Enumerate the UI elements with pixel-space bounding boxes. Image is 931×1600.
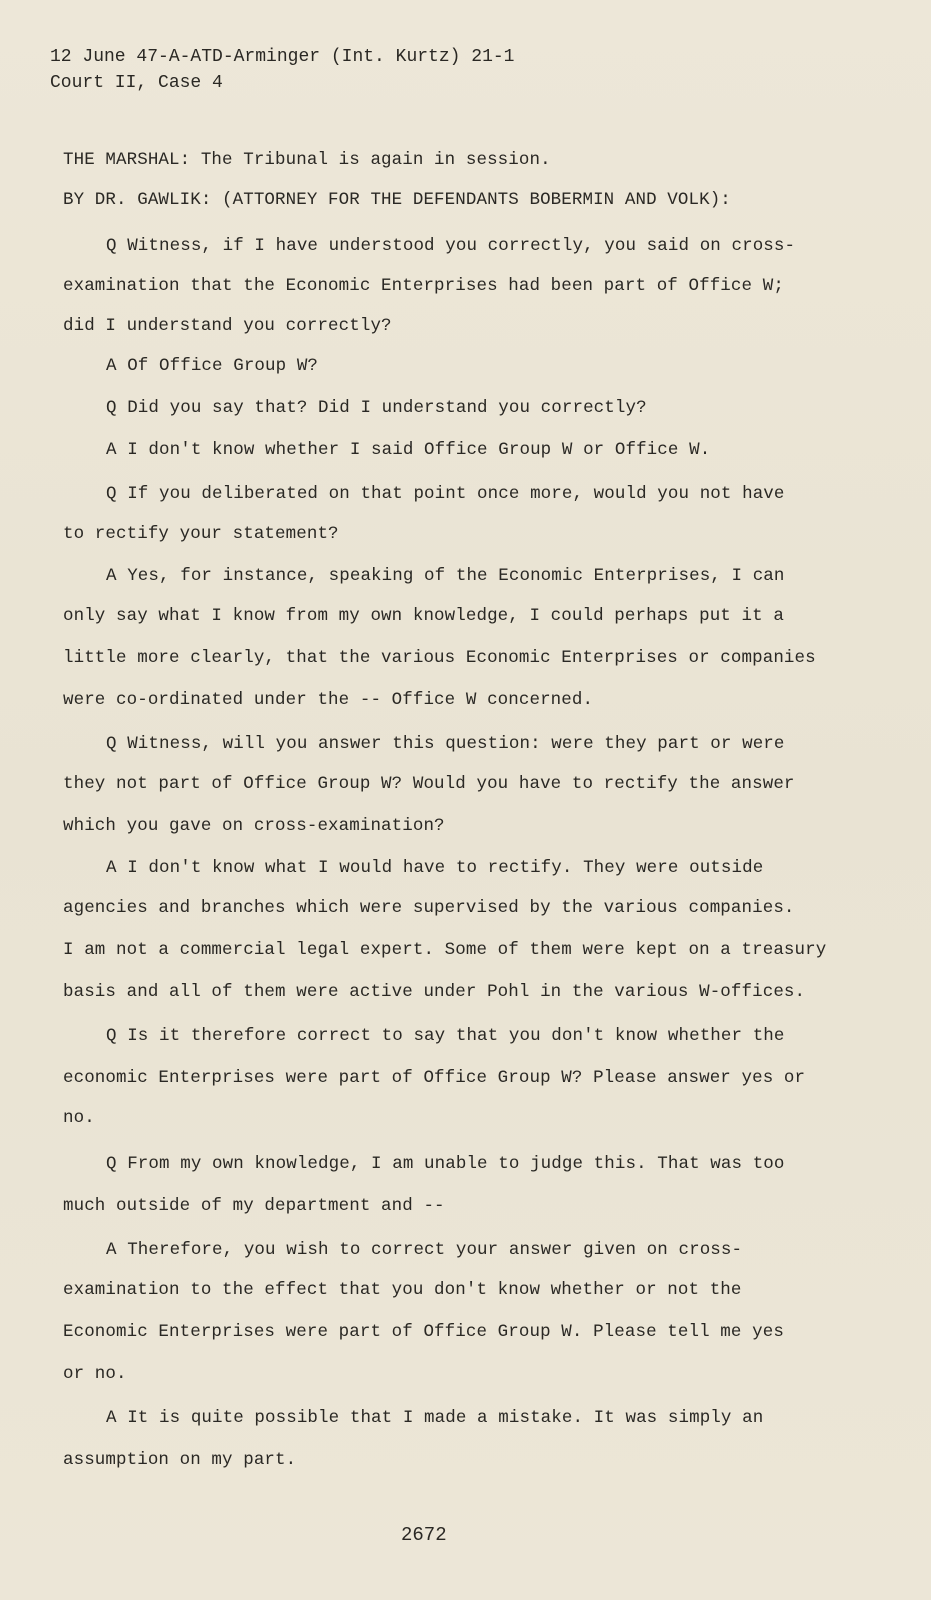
transcript-line: Economic Enterprises were part of Office Group W. Please tell me yes bbox=[63, 1322, 784, 1342]
transcript-line: much outside of my department and -- bbox=[63, 1196, 445, 1216]
transcript-line: A It is quite possible that I made a mistake. It was simply an bbox=[106, 1408, 764, 1428]
transcript-line: Q Is it therefore correct to say that you don't know whether the bbox=[106, 1026, 785, 1046]
transcript-line: A I don't know whether I said Office Group W or Office W. bbox=[106, 440, 711, 460]
transcript-line: did I understand you correctly? bbox=[63, 316, 392, 336]
transcript-line: Q Did you say that? Did I understand you correctly? bbox=[106, 398, 647, 418]
transcript-line: examination that the Economic Enterprises had been part of Office W; bbox=[63, 276, 784, 296]
transcript-line: economic Enterprises were part of Office Group W? Please answer yes or bbox=[63, 1068, 806, 1088]
header-line-2: Court II, Case 4 bbox=[50, 73, 223, 93]
document-header bbox=[50, 44, 514, 96]
transcript-line: were co-ordinated under the -- Office W concerned. bbox=[63, 690, 594, 710]
transcript-line: A Therefore, you wish to correct your answer given on cross- bbox=[106, 1240, 743, 1260]
transcript-line: only say what I know from my own knowledge, I could perhaps put it a bbox=[63, 606, 784, 626]
transcript-line: Q From my own knowledge, I am unable to judge this. That was too bbox=[106, 1154, 785, 1174]
transcript-line: BY DR. GAWLIK: (ATTORNEY FOR THE DEFENDANTS BOBERMIN AND VOLK): bbox=[63, 190, 731, 210]
transcript-line: no. bbox=[63, 1108, 95, 1128]
transcript-line: they not part of Office Group W? Would you have to rectify the answer bbox=[63, 774, 795, 794]
transcript-line: THE MARSHAL: The Tribunal is again in session. bbox=[63, 150, 551, 170]
transcript-line: Q Witness, if I have understood you correctly, you said on cross- bbox=[106, 236, 796, 256]
page-number: 2672 bbox=[401, 1524, 447, 1546]
transcript-line: assumption on my part. bbox=[63, 1450, 297, 1470]
transcript-line: or no. bbox=[63, 1364, 127, 1384]
transcript-line: little more clearly, that the various Economic Enterprises or companies bbox=[63, 648, 816, 668]
transcript-line: Q If you deliberated on that point once more, would you not have bbox=[106, 484, 785, 504]
transcript-line: A Yes, for instance, speaking of the Economic Enterprises, I can bbox=[106, 566, 785, 586]
transcript-line: A I don't know what I would have to rectify. They were outside bbox=[106, 858, 764, 878]
transcript-line: Q Witness, will you answer this question: were they part or were bbox=[106, 734, 785, 754]
transcript-line: to rectify your statement? bbox=[63, 524, 339, 544]
header-line-1: 12 June 47-A-ATD-Arminger (Int. Kurtz) 21-1 bbox=[50, 47, 515, 67]
transcript-line: basis and all of them were active under Pohl in the various W-offices. bbox=[63, 982, 806, 1002]
transcript-line: examination to the effect that you don't know whether or not the bbox=[63, 1280, 742, 1300]
transcript-line: A Of Office Group W? bbox=[106, 356, 319, 376]
transcript-line: I am not a commercial legal expert. Some of them were kept on a treasury bbox=[63, 940, 827, 960]
transcript-line: agencies and branches which were supervised by the various companies. bbox=[63, 898, 795, 918]
transcript-line: which you gave on cross-examination? bbox=[63, 816, 445, 836]
